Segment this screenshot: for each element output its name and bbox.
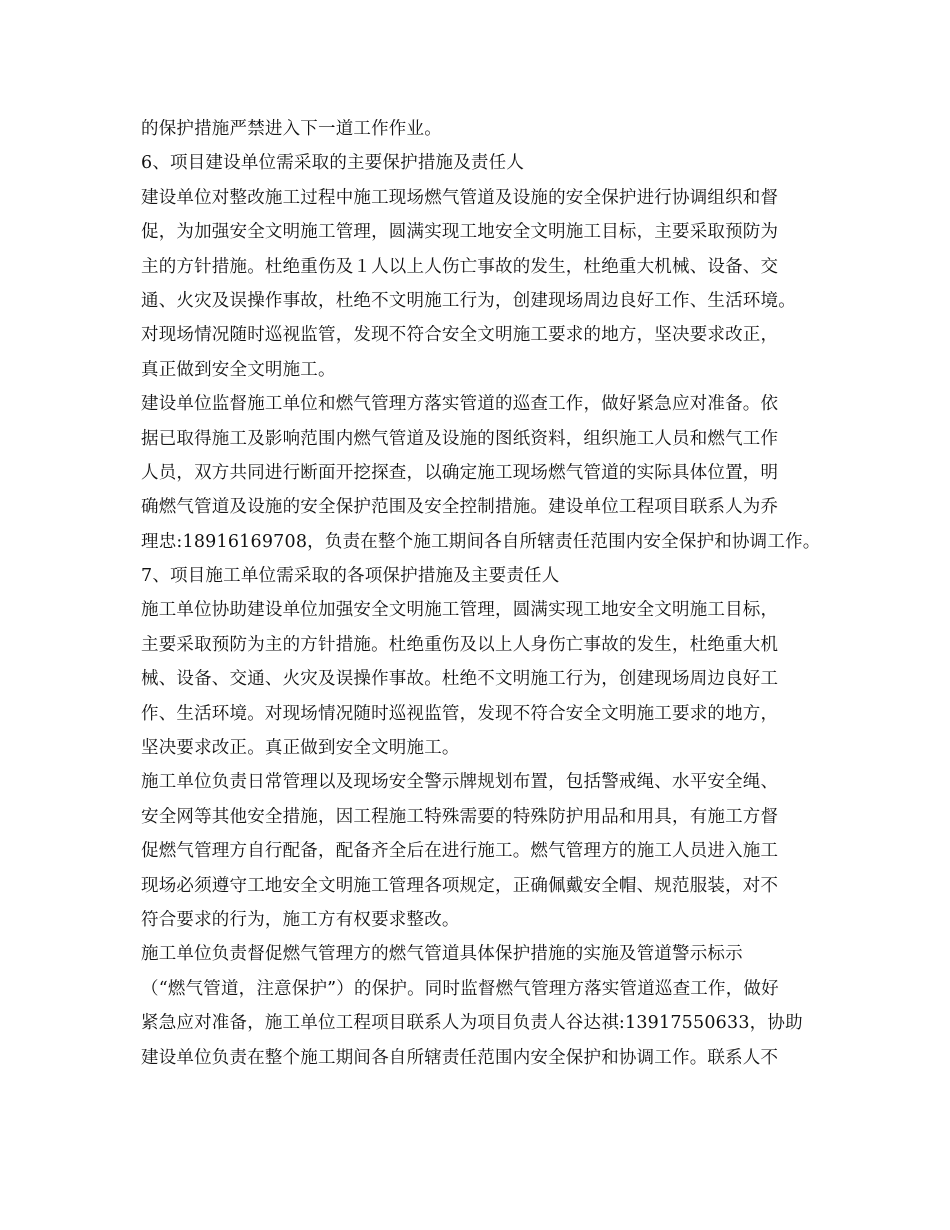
text-line: 施工单位协助建设单位加强安全文明施工管理，圆满实现工地安全文明施工目标， [141, 600, 779, 621]
section-heading-6: 6、项目建设单位需采取的主要保护措施及责任人 [141, 153, 525, 174]
text-line: 促燃气管理方自行配备，配备齐全后在进行施工。燃气管理方的施工人员进入施工 [141, 841, 779, 862]
text-line: 理忠:18916169708，负责在整个施工期间各自所辖责任范围内安全保护和协调工作。 [141, 531, 821, 552]
text-line: 建设单位监督施工单位和燃气管理方落实管道的巡查工作，做好紧急应对准备。依 [141, 394, 779, 415]
text-line: 人员，双方共同进行断面开挖探查，以确定施工现场燃气管道的实际具体位置，明 [141, 462, 779, 483]
text-line: 据已取得施工及影响范围内燃气管道及设施的图纸资料，组织施工人员和燃气工作 [141, 428, 779, 449]
text-line: 坚决要求改正。真正做到安全文明施工。 [141, 738, 460, 759]
text-line: 确燃气管道及设施的安全保护范围及安全控制措施。建设单位工程项目联系人为乔 [141, 497, 779, 518]
text-line: 的保护措施严禁进入下一道工作作业。 [141, 119, 442, 139]
text-line: 对现场情况随时巡视监管，发现不符合安全文明施工要求的地方，坚决要求改正， [141, 325, 779, 346]
text-line: 械、设备、交通、火灾及误操作事故。杜绝不文明施工行为，创建现场周边良好工 [141, 669, 779, 690]
text-line: 施工单位负责督促燃气管理方的燃气管道具体保护措施的实施及管道警示标示 [141, 944, 743, 965]
text-line: 促，为加强安全文明施工管理，圆满实现工地安全文明施工目标，主要采取预防为 [141, 222, 779, 243]
text-line: 施工单位负责日常管理以及现场安全警示牌规划布置，包括警戒绳、水平安全绳、 [141, 772, 779, 793]
document-body [141, 112, 831, 1075]
text-line: 符合要求的行为，施工方有权要求整改。 [141, 909, 460, 930]
text-line: 现场必须遵守工地安全文明施工管理各项规定，正确佩戴安全帽、规范服装，对不 [141, 875, 779, 896]
text-line: 主的方针措施。杜绝重伤及１人以上人伤亡事故的发生，杜绝重大机械、设备、交 [141, 256, 779, 277]
text-line: （“燃气管道，注意保护”）的保护。同时监督燃气管理方落实管道巡查工作，做好 [141, 978, 779, 999]
text-line: 主要采取预防为主的方针措施。杜绝重伤及以上人身伤亡事故的发生，杜绝重大机 [141, 634, 779, 655]
section-heading-7: 7、项目施工单位需采取的各项保护措施及主要责任人 [141, 566, 560, 587]
text-line: 安全网等其他安全措施，因工程施工特殊需要的特殊防护用品和用具，有施工方督 [141, 806, 779, 827]
text-line: 作、生活环境。对现场情况随时巡视监管，发现不符合安全文明施工要求的地方， [141, 703, 779, 724]
text-line: 建设单位负责在整个施工期间各自所辖责任范围内安全保护和协调工作。联系人不 [141, 1047, 779, 1068]
text-line: 紧急应对准备，施工单位工程项目联系人为项目负责人谷达祺:13917550633，协助 [141, 1013, 803, 1034]
text-line: 真正做到安全文明施工。 [141, 359, 336, 380]
text-line: 建设单位对整改施工过程中施工现场燃气管道及设施的安全保护进行协调组织和督 [141, 187, 779, 208]
text-line: 通、火灾及误操作事故，杜绝不文明施工行为，创建现场周边良好工作、生活环境。 [141, 290, 796, 311]
